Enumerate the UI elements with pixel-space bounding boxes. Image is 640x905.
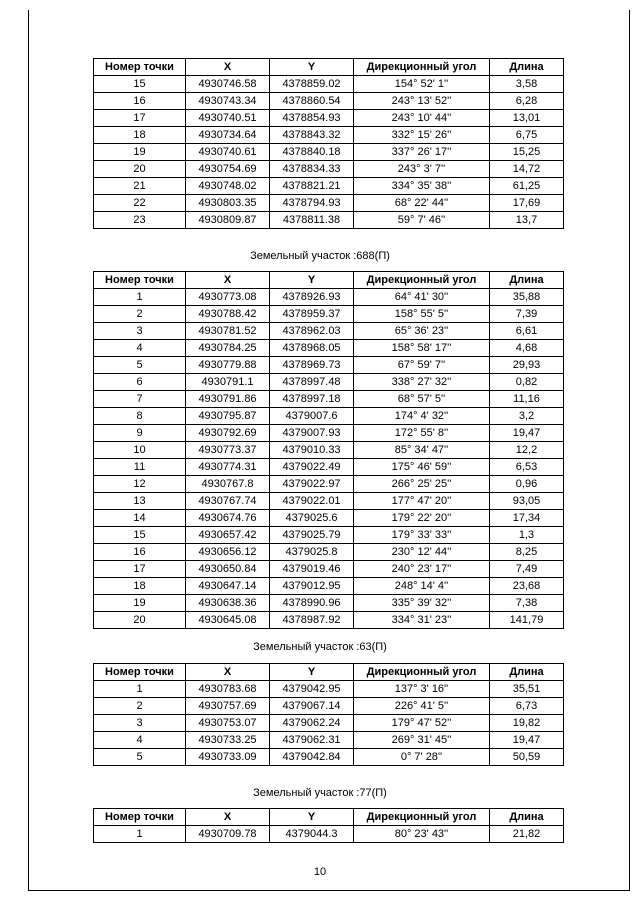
cell-x: 4930774.31 <box>186 459 270 476</box>
cell-point-number: 7 <box>94 391 186 408</box>
header-length: Длина <box>490 272 564 289</box>
cell-point-number: 5 <box>94 749 186 766</box>
cell-length: 15,25 <box>490 144 564 161</box>
cell-length: 0,82 <box>490 374 564 391</box>
table-row <box>94 544 564 561</box>
table-header-row <box>94 59 564 76</box>
cell-y: 4379022.97 <box>270 476 354 493</box>
cell-x: 4930753.07 <box>186 715 270 732</box>
cell-x: 4930784.25 <box>186 340 270 357</box>
cell-point-number: 11 <box>94 459 186 476</box>
cell-x: 4930740.51 <box>186 110 270 127</box>
table-row <box>94 826 564 843</box>
cell-x: 4930783.68 <box>186 681 270 698</box>
cell-direction-angle: 334° 35' 38'' <box>354 178 490 195</box>
cell-y: 4378834.33 <box>270 161 354 178</box>
cell-direction-angle: 335° 39' 32'' <box>354 595 490 612</box>
cell-point-number: 15 <box>94 527 186 544</box>
cell-y: 4378959.37 <box>270 306 354 323</box>
cell-direction-angle: 337° 26' 17'' <box>354 144 490 161</box>
cell-y: 4378997.48 <box>270 374 354 391</box>
cell-length: 0,96 <box>490 476 564 493</box>
cell-length: 6,53 <box>490 459 564 476</box>
table-row <box>94 612 564 629</box>
table-row <box>94 289 564 306</box>
cell-y: 4379010.33 <box>270 442 354 459</box>
cell-length: 35,51 <box>490 681 564 698</box>
cell-y: 4379025.8 <box>270 544 354 561</box>
cell-point-number: 5 <box>94 357 186 374</box>
header-direction-angle: Дирекционный угол <box>354 809 490 826</box>
cell-point-number: 21 <box>94 178 186 195</box>
cell-point-number: 22 <box>94 195 186 212</box>
cell-direction-angle: 226° 41' 5'' <box>354 698 490 715</box>
header-x: X <box>186 809 270 826</box>
cell-direction-angle: 85° 34' 47'' <box>354 442 490 459</box>
cell-y: 4378926.93 <box>270 289 354 306</box>
cell-length: 17,69 <box>490 195 564 212</box>
cell-point-number: 6 <box>94 374 186 391</box>
cell-point-number: 18 <box>94 578 186 595</box>
cell-length: 13,7 <box>490 212 564 229</box>
header-x: X <box>186 272 270 289</box>
cell-x: 4930809.87 <box>186 212 270 229</box>
table-row <box>94 749 564 766</box>
coordinates-table <box>93 663 564 766</box>
cell-direction-angle: 248° 14' 4'' <box>354 578 490 595</box>
cell-x: 4930767.8 <box>186 476 270 493</box>
cell-x: 4930791.1 <box>186 374 270 391</box>
table-row <box>94 527 564 544</box>
page-number: 10 <box>313 866 327 878</box>
cell-x: 4930757.69 <box>186 698 270 715</box>
cell-point-number: 10 <box>94 442 186 459</box>
cell-y: 4379022.49 <box>270 459 354 476</box>
table-row <box>94 110 564 127</box>
cell-length: 6,75 <box>490 127 564 144</box>
cell-length: 23,68 <box>490 578 564 595</box>
cell-y: 4379067.14 <box>270 698 354 715</box>
header-y: Y <box>270 272 354 289</box>
cell-length: 93,05 <box>490 493 564 510</box>
cell-point-number: 16 <box>94 544 186 561</box>
cell-length: 11,16 <box>490 391 564 408</box>
cell-length: 4,68 <box>490 340 564 357</box>
cell-x: 4930803.35 <box>186 195 270 212</box>
table-row <box>94 178 564 195</box>
cell-point-number: 2 <box>94 698 186 715</box>
cell-direction-angle: 158° 55' 5'' <box>354 306 490 323</box>
cell-direction-angle: 68° 57' 5'' <box>354 391 490 408</box>
table-row <box>94 374 564 391</box>
cell-x: 4930656.12 <box>186 544 270 561</box>
header-x: X <box>186 59 270 76</box>
cell-length: 50,59 <box>490 749 564 766</box>
cell-direction-angle: 243° 13' 52'' <box>354 93 490 110</box>
cell-length: 19,47 <box>490 732 564 749</box>
cell-y: 4379044.3 <box>270 826 354 843</box>
cell-point-number: 19 <box>94 595 186 612</box>
cell-direction-angle: 179° 47' 52'' <box>354 715 490 732</box>
cell-direction-angle: 59° 7' 46'' <box>354 212 490 229</box>
coordinates-table <box>93 271 564 629</box>
cell-x: 4930748.02 <box>186 178 270 195</box>
cell-direction-angle: 338° 27' 32'' <box>354 374 490 391</box>
cell-y: 4379042.84 <box>270 749 354 766</box>
cell-direction-angle: 240° 23' 17'' <box>354 561 490 578</box>
header-point-number: Номер точки <box>94 809 186 826</box>
cell-direction-angle: 0° 7' 28'' <box>354 749 490 766</box>
cell-point-number: 16 <box>94 93 186 110</box>
cell-x: 4930674.76 <box>186 510 270 527</box>
cell-y: 4379025.6 <box>270 510 354 527</box>
cell-direction-angle: 266° 25' 25'' <box>354 476 490 493</box>
header-x: X <box>186 664 270 681</box>
cell-length: 35,88 <box>490 289 564 306</box>
table-row <box>94 493 564 510</box>
cell-point-number: 23 <box>94 212 186 229</box>
cell-x: 4930657.42 <box>186 527 270 544</box>
cell-point-number: 4 <box>94 732 186 749</box>
cell-point-number: 9 <box>94 425 186 442</box>
cell-y: 4378859.02 <box>270 76 354 93</box>
cell-x: 4930733.25 <box>186 732 270 749</box>
cell-y: 4378860.54 <box>270 93 354 110</box>
cell-length: 8,25 <box>490 544 564 561</box>
cell-length: 6,73 <box>490 698 564 715</box>
cell-x: 4930733.09 <box>186 749 270 766</box>
cell-y: 4378962.03 <box>270 323 354 340</box>
table-row <box>94 459 564 476</box>
header-direction-angle: Дирекционный угол <box>354 664 490 681</box>
coordinates-table <box>93 58 564 229</box>
cell-length: 7,49 <box>490 561 564 578</box>
cell-x: 4930773.37 <box>186 442 270 459</box>
cell-x: 4930734.64 <box>186 127 270 144</box>
cell-point-number: 4 <box>94 340 186 357</box>
header-y: Y <box>270 809 354 826</box>
table-row <box>94 408 564 425</box>
cell-point-number: 14 <box>94 510 186 527</box>
cell-y: 4379062.31 <box>270 732 354 749</box>
cell-point-number: 1 <box>94 289 186 306</box>
cell-direction-angle: 137° 3' 16'' <box>354 681 490 698</box>
table-row <box>94 323 564 340</box>
header-length: Длина <box>490 664 564 681</box>
coordinates-table <box>93 808 564 843</box>
cell-y: 4378990.96 <box>270 595 354 612</box>
cell-length: 3,58 <box>490 76 564 93</box>
cell-x: 4930746.58 <box>186 76 270 93</box>
cell-length: 61,25 <box>490 178 564 195</box>
header-direction-angle: Дирекционный угол <box>354 59 490 76</box>
cell-point-number: 3 <box>94 715 186 732</box>
section-caption: Земельный участок :688(П) <box>250 250 390 262</box>
header-y: Y <box>270 664 354 681</box>
cell-length: 17,34 <box>490 510 564 527</box>
cell-point-number: 17 <box>94 110 186 127</box>
header-point-number: Номер точки <box>94 272 186 289</box>
cell-y: 4379025.79 <box>270 527 354 544</box>
cell-y: 4378997.18 <box>270 391 354 408</box>
section-caption: Земельный участок :63(П) <box>253 641 387 653</box>
table-row <box>94 698 564 715</box>
cell-length: 13,01 <box>490 110 564 127</box>
table-row <box>94 306 564 323</box>
table-row <box>94 476 564 493</box>
cell-length: 19,82 <box>490 715 564 732</box>
cell-direction-angle: 269° 31' 45'' <box>354 732 490 749</box>
cell-direction-angle: 230° 12' 44'' <box>354 544 490 561</box>
cell-x: 4930638.36 <box>186 595 270 612</box>
cell-direction-angle: 67° 59' 7'' <box>354 357 490 374</box>
cell-point-number: 13 <box>94 493 186 510</box>
table-row <box>94 76 564 93</box>
cell-x: 4930650.84 <box>186 561 270 578</box>
cell-point-number: 8 <box>94 408 186 425</box>
table-row <box>94 195 564 212</box>
table-row <box>94 561 564 578</box>
header-point-number: Номер точки <box>94 664 186 681</box>
cell-length: 1,3 <box>490 527 564 544</box>
table-row <box>94 391 564 408</box>
cell-y: 4378968.05 <box>270 340 354 357</box>
cell-x: 4930740.61 <box>186 144 270 161</box>
cell-x: 4930767.74 <box>186 493 270 510</box>
cell-direction-angle: 177° 47' 20'' <box>354 493 490 510</box>
header-y: Y <box>270 59 354 76</box>
cell-point-number: 15 <box>94 76 186 93</box>
header-length: Длина <box>490 809 564 826</box>
cell-direction-angle: 334° 31' 23'' <box>354 612 490 629</box>
table-row <box>94 127 564 144</box>
cell-length: 12,2 <box>490 442 564 459</box>
cell-length: 7,39 <box>490 306 564 323</box>
header-point-number: Номер точки <box>94 59 186 76</box>
cell-point-number: 1 <box>94 826 186 843</box>
cell-x: 4930645.08 <box>186 612 270 629</box>
cell-point-number: 20 <box>94 612 186 629</box>
cell-y: 4378843.32 <box>270 127 354 144</box>
table-row <box>94 442 564 459</box>
cell-y: 4378794.93 <box>270 195 354 212</box>
cell-y: 4378821.21 <box>270 178 354 195</box>
table-header-row <box>94 809 564 826</box>
cell-x: 4930754.69 <box>186 161 270 178</box>
table-row <box>94 715 564 732</box>
table-header-row <box>94 272 564 289</box>
cell-length: 6,28 <box>490 93 564 110</box>
cell-direction-angle: 158° 58' 17'' <box>354 340 490 357</box>
cell-x: 4930709.78 <box>186 826 270 843</box>
table-header-row <box>94 664 564 681</box>
cell-point-number: 12 <box>94 476 186 493</box>
cell-direction-angle: 332° 15' 26'' <box>354 127 490 144</box>
cell-direction-angle: 172° 55' 8'' <box>354 425 490 442</box>
cell-point-number: 1 <box>94 681 186 698</box>
cell-y: 4379007.6 <box>270 408 354 425</box>
table-row <box>94 510 564 527</box>
cell-direction-angle: 179° 22' 20'' <box>354 510 490 527</box>
table-row <box>94 161 564 178</box>
table-row <box>94 144 564 161</box>
cell-direction-angle: 154° 52' 1'' <box>354 76 490 93</box>
table-row <box>94 595 564 612</box>
cell-point-number: 18 <box>94 127 186 144</box>
cell-x: 4930791.86 <box>186 391 270 408</box>
cell-length: 141,79 <box>490 612 564 629</box>
cell-y: 4379012.95 <box>270 578 354 595</box>
table-row <box>94 340 564 357</box>
section-caption: Земельный участок :77(П) <box>253 787 387 799</box>
cell-direction-angle: 243° 3' 7'' <box>354 161 490 178</box>
cell-length: 7,38 <box>490 595 564 612</box>
cell-point-number: 19 <box>94 144 186 161</box>
cell-direction-angle: 175° 46' 59'' <box>354 459 490 476</box>
cell-length: 29,93 <box>490 357 564 374</box>
cell-direction-angle: 179° 33' 33'' <box>354 527 490 544</box>
cell-y: 4379007.93 <box>270 425 354 442</box>
cell-x: 4930647.14 <box>186 578 270 595</box>
cell-x: 4930779.88 <box>186 357 270 374</box>
cell-x: 4930781.52 <box>186 323 270 340</box>
cell-point-number: 3 <box>94 323 186 340</box>
table-row <box>94 425 564 442</box>
cell-point-number: 17 <box>94 561 186 578</box>
cell-direction-angle: 64° 41' 30'' <box>354 289 490 306</box>
table-row <box>94 578 564 595</box>
cell-length: 19,47 <box>490 425 564 442</box>
table-row <box>94 212 564 229</box>
cell-x: 4930795.87 <box>186 408 270 425</box>
cell-y: 4379022.01 <box>270 493 354 510</box>
cell-direction-angle: 68° 22' 44'' <box>354 195 490 212</box>
cell-y: 4378854.93 <box>270 110 354 127</box>
cell-direction-angle: 80° 23' 43'' <box>354 826 490 843</box>
table-row <box>94 732 564 749</box>
cell-x: 4930792.69 <box>186 425 270 442</box>
cell-direction-angle: 243° 10' 44'' <box>354 110 490 127</box>
cell-length: 14,72 <box>490 161 564 178</box>
table-row <box>94 93 564 110</box>
cell-y: 4378969.73 <box>270 357 354 374</box>
cell-y: 4378987.92 <box>270 612 354 629</box>
cell-direction-angle: 174° 4' 32'' <box>354 408 490 425</box>
cell-y: 4379019.46 <box>270 561 354 578</box>
cell-x: 4930773.08 <box>186 289 270 306</box>
cell-length: 3,2 <box>490 408 564 425</box>
header-direction-angle: Дирекционный угол <box>354 272 490 289</box>
cell-y: 4379062.24 <box>270 715 354 732</box>
cell-x: 4930788.42 <box>186 306 270 323</box>
cell-y: 4379042.95 <box>270 681 354 698</box>
cell-direction-angle: 65° 36' 23'' <box>354 323 490 340</box>
cell-point-number: 2 <box>94 306 186 323</box>
cell-point-number: 20 <box>94 161 186 178</box>
cell-length: 21,82 <box>490 826 564 843</box>
table-row <box>94 681 564 698</box>
cell-x: 4930743.34 <box>186 93 270 110</box>
cell-y: 4378840.18 <box>270 144 354 161</box>
cell-y: 4378811.38 <box>270 212 354 229</box>
header-length: Длина <box>490 59 564 76</box>
cell-length: 6,61 <box>490 323 564 340</box>
table-row <box>94 357 564 374</box>
